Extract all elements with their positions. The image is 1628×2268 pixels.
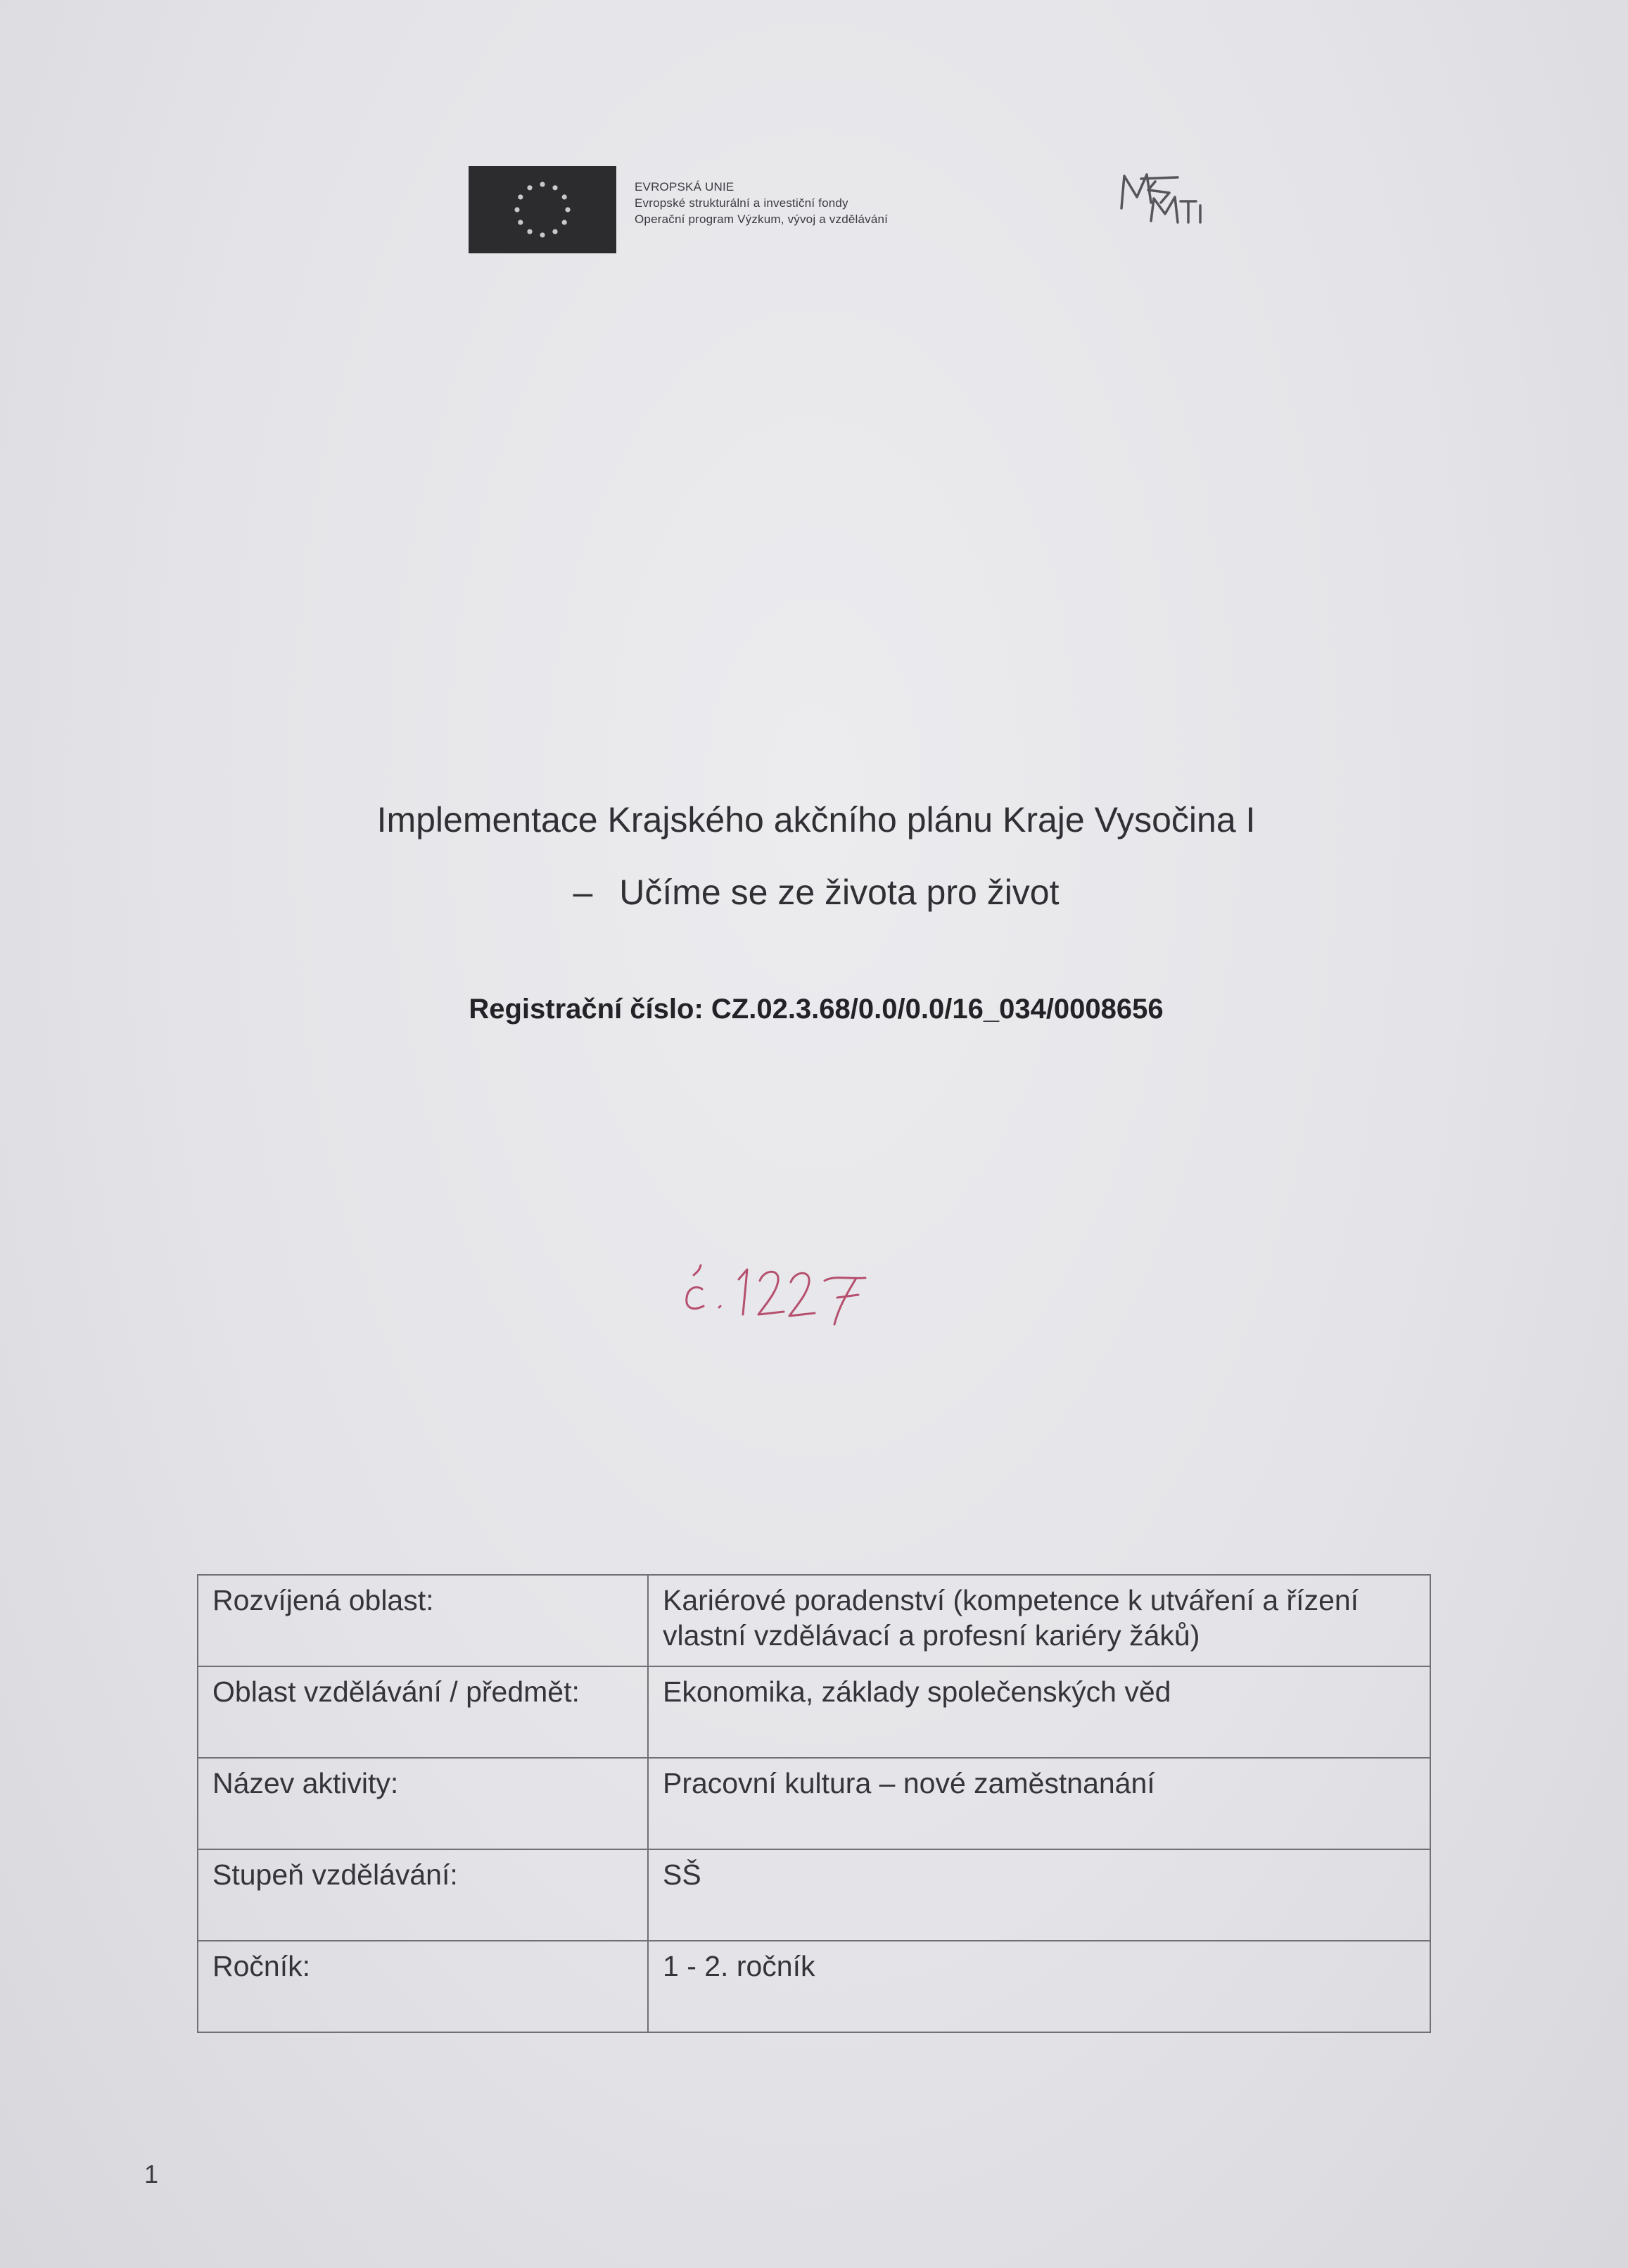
info-table xyxy=(197,1574,1431,2033)
subtitle-text: Učíme se ze života pro život xyxy=(619,873,1060,912)
row-label: Název aktivity: xyxy=(198,1758,648,1849)
eu-line-3: Operační program Výzkum, vývoj a vzdělávání xyxy=(635,213,889,226)
eu-star-icon xyxy=(562,194,567,199)
row-value: SŠ xyxy=(648,1849,1430,1941)
eu-text-block xyxy=(635,179,1057,227)
eu-star-icon xyxy=(527,185,532,190)
eu-star-icon xyxy=(552,229,557,234)
row-value: Kariérové poradenství (kompetence k utváření a řízení vlastní vzdělávací a profesní kariéry žáků) xyxy=(648,1575,1430,1666)
row-label: Oblast vzdělávání / předmět: xyxy=(198,1666,648,1758)
row-value: 1 - 2. ročník xyxy=(648,1941,1430,2032)
header xyxy=(469,166,1271,258)
eu-star-icon xyxy=(540,232,545,237)
table-row xyxy=(198,1758,1430,1849)
registration-number: Registrační číslo: CZ.02.3.68/0.0/0.0/16_034/0008656 xyxy=(469,994,1164,1025)
table-row xyxy=(198,1666,1430,1758)
row-value: Ekonomika, základy společenských věd xyxy=(648,1666,1430,1758)
handwritten-number xyxy=(654,1224,922,1337)
row-label: Stupeň vzdělávání: xyxy=(198,1849,648,1941)
eu-line-2: Evropské strukturální a investiční fondy xyxy=(635,196,848,210)
table-row xyxy=(198,1849,1430,1941)
eu-flag-logo xyxy=(469,166,616,253)
eu-star-icon xyxy=(514,207,519,212)
msmt-logo xyxy=(1072,166,1269,258)
document-subtitle xyxy=(211,868,1421,917)
eu-star-icon xyxy=(527,229,532,234)
eu-star-icon xyxy=(552,185,557,190)
subtitle-dash: – xyxy=(573,873,593,912)
eu-star-icon xyxy=(518,220,523,224)
page-number: 1 xyxy=(144,2160,159,2188)
eu-star-icon xyxy=(565,207,570,212)
eu-star-icon xyxy=(518,194,523,199)
row-label: Rozvíjená oblast: xyxy=(198,1575,648,1666)
eu-star-icon xyxy=(562,220,567,224)
row-value: Pracovní kultura – nové zaměstnanání xyxy=(648,1758,1430,1849)
table-row xyxy=(198,1941,1430,2032)
table-row xyxy=(198,1575,1430,1666)
row-label: Ročník: xyxy=(198,1941,648,2032)
eu-line-1: EVROPSKÁ UNIE xyxy=(635,180,734,194)
document-title: Implementace Krajského akčního plánu Kraje Vysočina I xyxy=(376,800,1256,840)
eu-star-icon xyxy=(540,182,545,186)
